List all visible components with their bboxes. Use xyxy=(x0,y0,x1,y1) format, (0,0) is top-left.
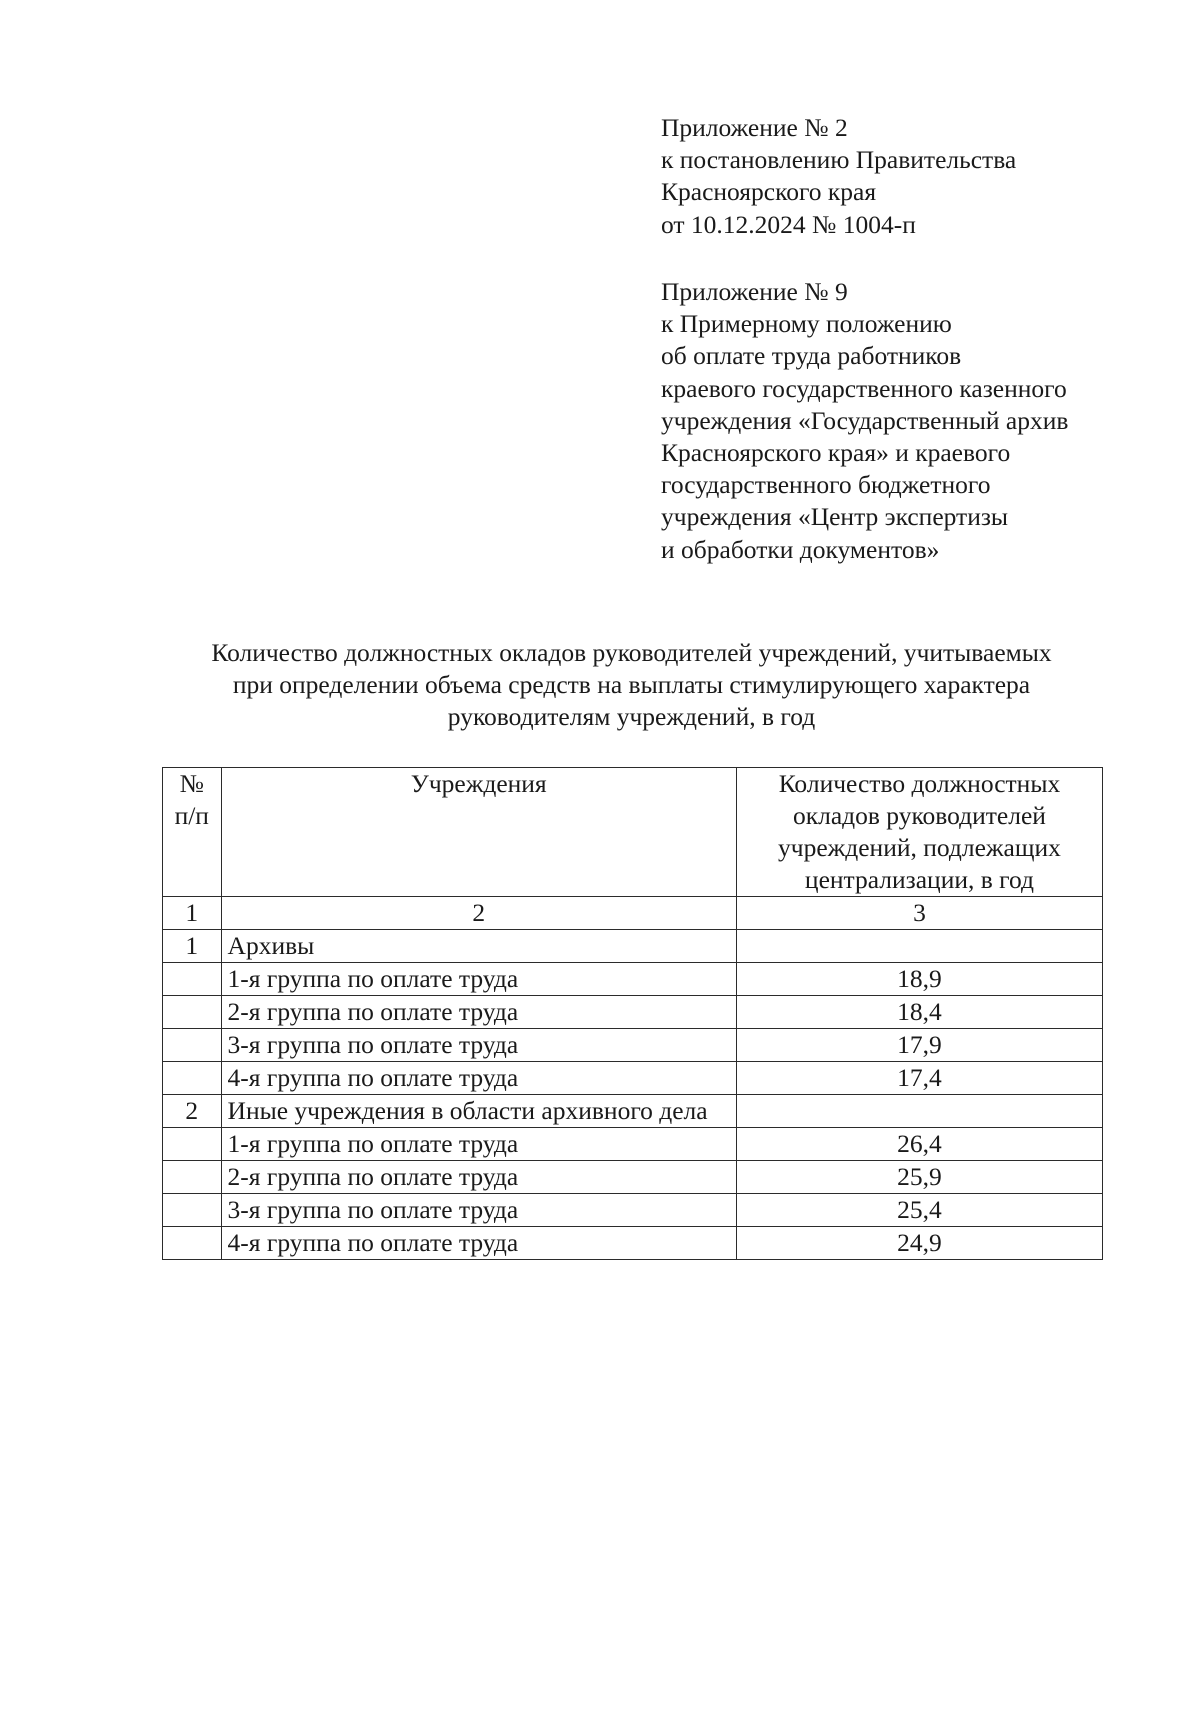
appendix-line: Красноярского края» и краевого xyxy=(661,438,1011,468)
row-number-cell xyxy=(163,1062,222,1095)
row-name-cell: 2-я группа по оплате труда xyxy=(221,996,736,1029)
table-row xyxy=(163,1095,1103,1128)
table-row xyxy=(163,930,1103,963)
column-number-row xyxy=(163,897,1103,930)
header-number-label: № п/п xyxy=(174,769,209,830)
row-number-cell: 1 xyxy=(163,930,222,963)
appendix-line: государственного бюджетного xyxy=(661,470,991,500)
row-number-cell: 2 xyxy=(163,1095,222,1128)
row-value-cell: 17,9 xyxy=(736,1029,1102,1062)
appendix-line: краевого государственного казенного xyxy=(661,373,1067,403)
appendix-original-block xyxy=(661,276,1068,566)
row-name-cell: 1-я группа по оплате труда xyxy=(221,1128,736,1161)
row-value-cell: 25,4 xyxy=(736,1194,1102,1227)
row-name-cell: 3-я группа по оплате труда xyxy=(221,1029,736,1062)
column-number-cell: 3 xyxy=(736,897,1102,930)
table-header-row xyxy=(163,768,1103,897)
row-number-cell xyxy=(163,1227,222,1260)
row-number-cell xyxy=(163,963,222,996)
appendix-line: Приложение № 2 xyxy=(661,113,848,142)
appendix-line: к Примерному положению xyxy=(661,309,952,339)
appendix-current-block xyxy=(661,112,1016,241)
table-row xyxy=(163,1227,1103,1260)
header-institutions xyxy=(221,768,736,897)
row-name-cell: 4-я группа по оплате труда xyxy=(221,1062,736,1095)
title-line: руководителям учреждений, в год xyxy=(447,702,816,732)
header-quantity-label: Количество должностных окладов руководителей учреждений, подлежащих централизации, в год xyxy=(778,769,1061,894)
row-name-cell: 1-я группа по оплате труда xyxy=(221,963,736,996)
row-value-cell: 18,4 xyxy=(736,996,1102,1029)
row-value-cell xyxy=(736,1095,1102,1128)
row-value-cell: 17,4 xyxy=(736,1062,1102,1095)
table-row xyxy=(163,1062,1103,1095)
table-row xyxy=(163,1194,1103,1227)
table-row xyxy=(163,996,1103,1029)
row-value-cell: 18,9 xyxy=(736,963,1102,996)
title-line: при определении объема средств на выплаты стимулирующего характера xyxy=(232,670,1031,700)
row-value-cell: 26,4 xyxy=(736,1128,1102,1161)
row-value-cell xyxy=(736,930,1102,963)
document-title xyxy=(0,637,1200,734)
table-row xyxy=(163,1128,1103,1161)
header-institutions-label: Учреждения xyxy=(410,769,547,798)
row-name-cell: Иные учреждения в области архивного дела xyxy=(221,1095,736,1128)
column-number-cell: 2 xyxy=(221,897,736,930)
table-row xyxy=(163,1029,1103,1062)
positions-table xyxy=(162,767,1103,1260)
header-number xyxy=(163,768,222,897)
row-name-cell: 2-я группа по оплате труда xyxy=(221,1161,736,1194)
appendix-line: и обработки документов» xyxy=(661,534,940,564)
row-name-cell: 3-я группа по оплате труда xyxy=(221,1194,736,1227)
row-number-cell xyxy=(163,1194,222,1227)
row-value-cell: 24,9 xyxy=(736,1227,1102,1260)
row-name-cell: 4-я группа по оплате труда xyxy=(221,1227,736,1260)
appendix-line: Приложение № 9 xyxy=(661,277,848,306)
row-number-cell xyxy=(163,1029,222,1062)
row-number-cell xyxy=(163,1128,222,1161)
column-number-cell: 1 xyxy=(163,897,222,930)
title-line: Количество должностных окладов руководителей учреждений, учитываемых xyxy=(211,638,1052,667)
appendix-line: учреждения «Центр экспертизы xyxy=(661,502,1009,532)
row-number-cell xyxy=(163,996,222,1029)
row-number-cell xyxy=(163,1161,222,1194)
table-row xyxy=(163,963,1103,996)
appendix-line: об оплате труда работников xyxy=(661,341,962,371)
appendix-line: к постановлению Правительства xyxy=(661,145,1017,175)
row-value-cell: 25,9 xyxy=(736,1161,1102,1194)
row-name-cell: Архивы xyxy=(221,930,736,963)
appendix-line: учреждения «Государственный архив xyxy=(661,405,1069,435)
appendix-line: Красноярского края xyxy=(661,177,877,207)
appendix-line: от 10.12.2024 № 1004-п xyxy=(661,209,916,239)
header-quantity xyxy=(736,768,1102,897)
table-row xyxy=(163,1161,1103,1194)
